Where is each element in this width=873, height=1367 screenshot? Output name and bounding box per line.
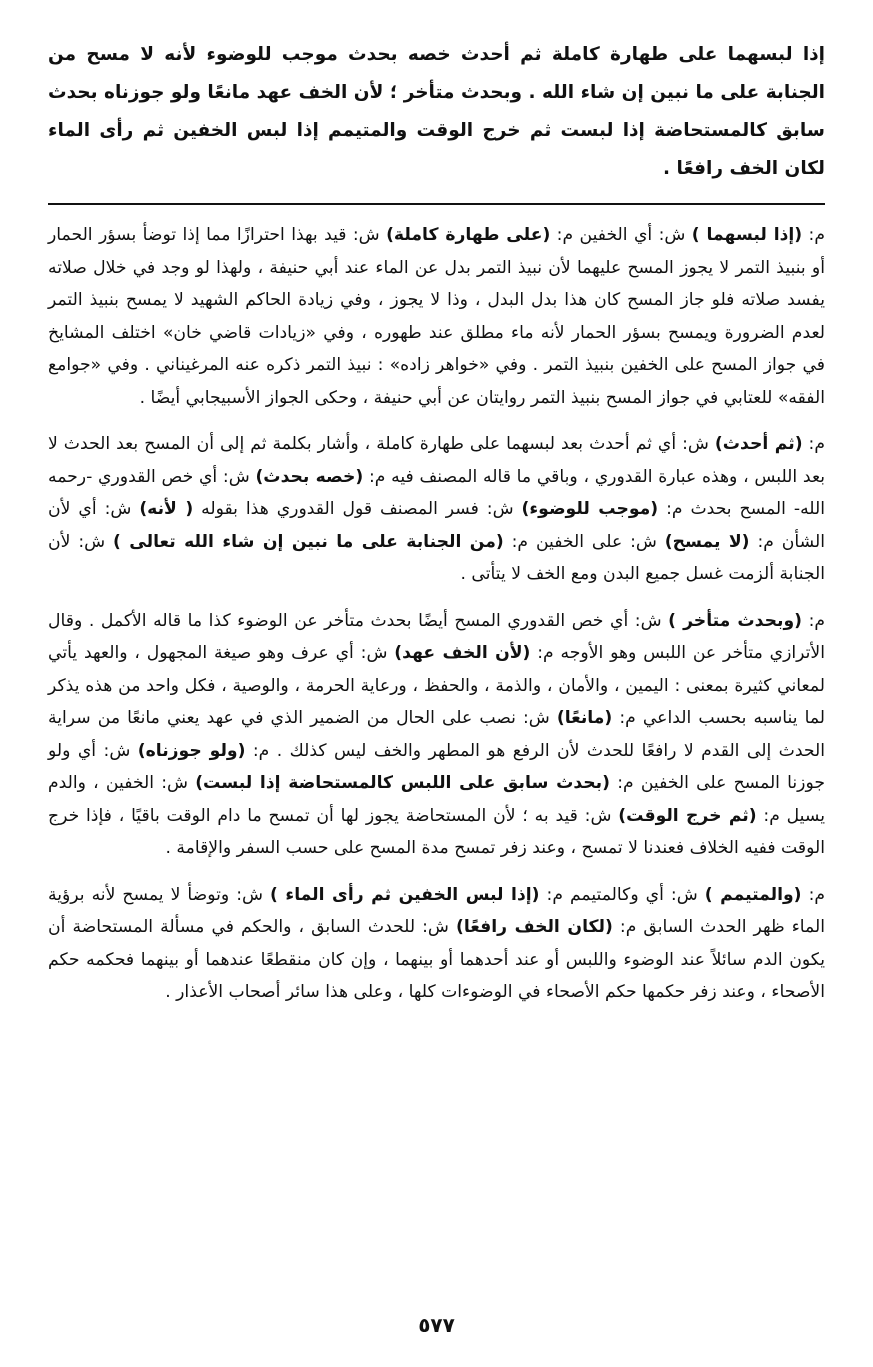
commentary-text: م: xyxy=(802,225,825,245)
quoted-matn-phrase: (لا يمسح) xyxy=(664,531,750,552)
commentary-text: ش: أي عرف وهو صيغة المجهول ، والعهد يأتي لمعاني كثيرة بمعنى : اليمين ، والأمان ، والذمة ، والحفظ ، ورعاية الحرمة ، والوصية ، فكل واحد من هذه يذكر لما يناسبه بحسب الداعي م: xyxy=(48,643,826,728)
commentary-text: ش: للحدث السابق ، والحكم في مسألة المستحاضة أن يكون الدم سائلاً عند الوضوء واللبس أو عند أحدهما أو بينهما ، وإن كان منقطعًا عندهما أو بينهما فحكمه حكم الأصحاء ، وعند زفر حكمها حكم الأصحاء في الوضوءات كلها ، وعلى هذا سائر أصحاب الأعذار . xyxy=(48,917,825,1002)
quoted-matn-phrase: (إذا لبس الخفين ثم رأى الماء ) xyxy=(270,884,540,905)
quoted-matn-phrase: (من الجنابة على ما نبين إن شاء الله تعالى ) xyxy=(112,531,504,552)
commentary-text: ش: أي ولو جوزنا المسح على الخفين م: xyxy=(48,740,825,793)
matn-text: إذا لبسهما على طهارة كاملة ثم أحدث خصه بحدث موجب للوضوء لأنه لا مسح من الجنابة على ما نبين إن شاء الله . وبحدث متأخر ؛ لأن الخف عهد مانعًا ولو جوزناه بحدث سابق كالمستحاضة إذا لبست ثم خرج الوقت والمتيمم إذا لبس الخفين ثم رأى الماء لكان الخف رافعًا . xyxy=(48,44,825,179)
quoted-matn-phrase: (بحدث سابق على اللبس كالمستحاضة إذا لبست) xyxy=(195,773,610,793)
commentary-text: م: xyxy=(802,434,825,454)
quoted-matn-phrase: (على طهارة كاملة) xyxy=(386,225,551,245)
commentary-text: ش: قيد به ؛ لأن المستحاضة يجوز لها أن تمسح ما دام الوقت باقيًا ، فإذا خرج الوقت ففيه الخلاف فعندنا لا تمسح ، وعند زفر تمسح مدة المسح على حسب السفر والإقامة . xyxy=(48,805,825,858)
quoted-matn-phrase: (ثم خرج الوقت) xyxy=(618,805,757,826)
commentary-text: ش: أي لأن الشأن م: xyxy=(48,499,825,552)
commentary-paragraph-3 xyxy=(48,605,825,865)
quoted-matn-phrase: (ولو جوزناه) xyxy=(137,740,246,761)
page-number: ٥٧٧ xyxy=(418,1313,455,1337)
quoted-matn-phrase: (وبحدث متأخر ) xyxy=(668,610,802,631)
commentary-paragraph-2 xyxy=(48,428,825,591)
commentary-text: ش: نصب على الحال من الضمير الذي في عهد يعني مانعًا من سراية الحدث إلى القدم لا رافعًا للحدث لأن الرفع هو المطهر والخف ليس كذلك . م: xyxy=(48,708,825,761)
divider xyxy=(48,203,825,205)
commentary xyxy=(48,219,825,1009)
commentary-text: م: xyxy=(801,610,825,631)
commentary-text: ش: قيد بهذا احترازًا مما إذا توضأ بسؤر الحمار أو بنبيذ التمر لا يجوز المسح عليهما لأن نبيذ التمر بدل عن الماء عند أبي حنيفة ، ولهذا لو وجد في خلال صلاته يفسد صلاته فلو جاز المسح كان هذا بدل البدل ، وذا لا يجوز ، وفي زيادة الحاكم الشهيد لا يمسح بنبيذ التمر لعدم الضرورة ويمسح بسؤر الحمار لأنه ماء مطلق عند طهوره ، وفي «زيادات قاضي خان» اختلف المشايخ في جواز المسح على الخفين بنبيذ التمر . وفي «خواهر زاده» : نبيذ التمر ذكره عنه المرغيناني . وفي «جوامع الفقه» للعتابي في جواز المسح بنبيذ التمر روايتان عن أبي حنيفة ، وحكى الجواز الأسبيجابي أيضًا . xyxy=(48,225,825,408)
page xyxy=(48,36,825,1337)
quoted-matn-phrase: ( لأنه) xyxy=(139,499,194,519)
commentary-text: ش: أي خص القدوري المسح أيضًا بحدث متأخر عن الوضوء كذا ما قاله الأكمل . وقال الأترازي متأخر عن اللبس وهو الأوجه م: xyxy=(48,610,825,663)
quoted-matn-phrase: (موجب للوضوء) xyxy=(521,499,659,519)
quoted-matn-phrase: (لكان الخف رافعًا) xyxy=(455,917,613,937)
commentary-paragraph-1 xyxy=(48,219,825,414)
commentary-text: ش: أي خص القدوري -رحمه الله- المسح بحدث م: xyxy=(48,466,825,519)
quoted-matn-phrase: (لأن الخف عهد) xyxy=(394,643,531,663)
quoted-matn-phrase: (ثم أحدث) xyxy=(714,434,803,454)
commentary-text: م: xyxy=(801,884,826,905)
quoted-matn-phrase: (خصه بحدث) xyxy=(255,466,364,487)
commentary-text: ش: فسر المصنف قول القدوري هذا بقوله xyxy=(193,499,522,519)
commentary-text: ش: أي ثم أحدث بعد لبسهما على طهارة كاملة ، وأشار بكلمة ثم إلى أن المسح بعد الحدث لا بعد اللبس ، وهذه عبارة القدوري ، وباقي ما قاله المصنف فيه م: xyxy=(48,434,826,487)
quoted-matn-phrase: (إذا لبسهما ) xyxy=(691,225,803,245)
commentary-text: ش: على الخفين م: xyxy=(503,531,665,552)
quoted-matn-phrase: (مانعًا) xyxy=(556,708,613,728)
quoted-matn-phrase: (والمتيمم ) xyxy=(704,884,802,905)
commentary-text: ش: أي وكالمتيمم م: xyxy=(539,884,705,905)
commentary-paragraph-4 xyxy=(48,879,825,1009)
commentary-text: ش: الخفين ، والدم يسيل م: xyxy=(48,773,825,826)
commentary-text: ش: وتوضأ لا يمسح لأنه برؤية الماء ظهر الحدث السابق م: xyxy=(48,884,825,937)
commentary-text: ش: لأن الجنابة ألزمت غسل جميع البدن ومع الخف لا يتأتى . xyxy=(48,531,825,584)
commentary-text: ش: أي الخفين م: xyxy=(550,225,692,245)
